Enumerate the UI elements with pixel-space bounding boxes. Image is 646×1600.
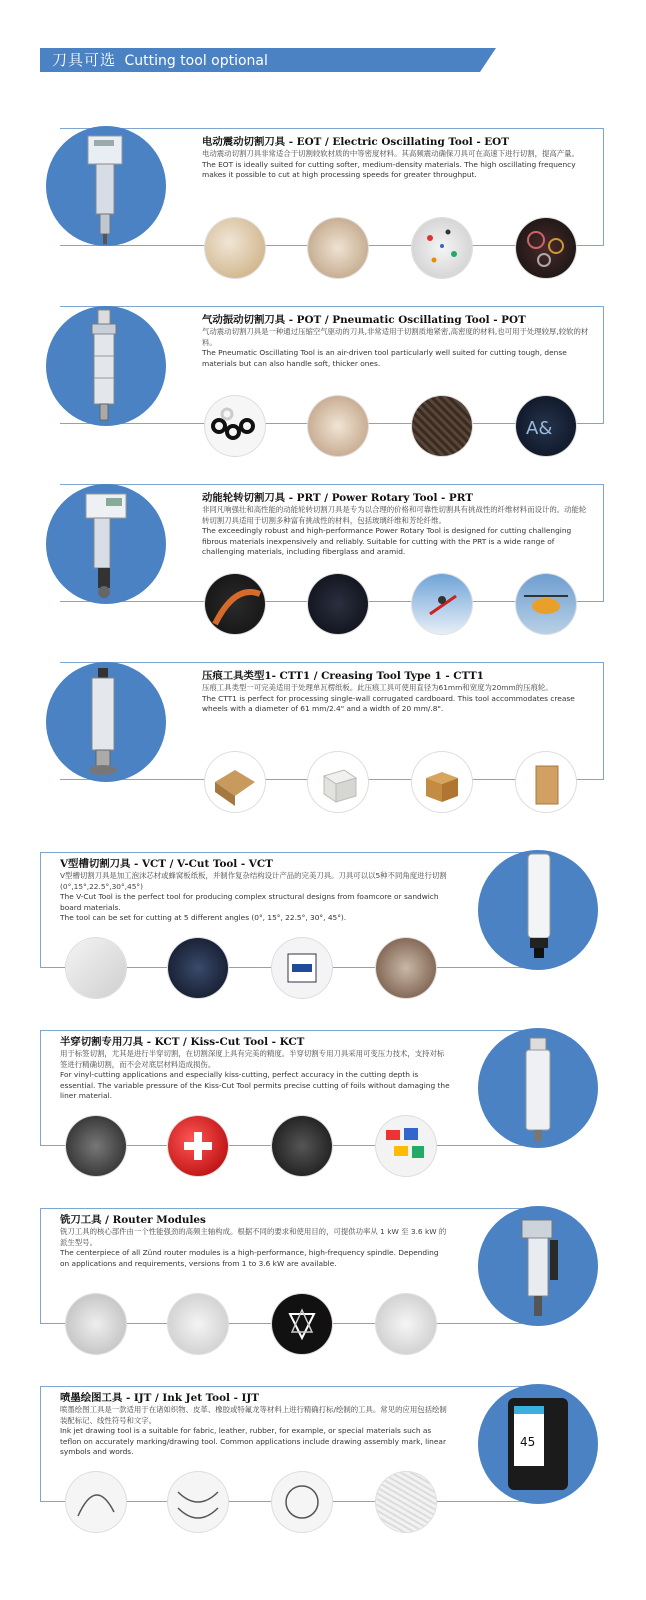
prt-thumb-1 xyxy=(205,574,265,634)
router-thumb-4 xyxy=(376,1294,436,1354)
router-thumb-2 xyxy=(168,1294,228,1354)
vct-title: V型槽切割刀具 - VCT / V-Cut Tool - VCT xyxy=(60,858,273,870)
kct-thumb-3 xyxy=(272,1116,332,1176)
vct-thumb-2 xyxy=(168,938,228,998)
vct-text xyxy=(60,858,450,924)
pot-description-en: The Pneumatic Oscillating Tool is an air-driven tool particularly well suited for cutting tough, dense materials but can also handle soft, thicker ones. xyxy=(202,348,567,368)
section-eot xyxy=(0,126,646,256)
eot-thumb-1 xyxy=(205,218,265,278)
section-kct xyxy=(0,1028,646,1158)
section-router xyxy=(0,1206,646,1336)
pot-thumb-3 xyxy=(412,396,472,456)
banner-title xyxy=(52,50,268,71)
section-prt xyxy=(0,484,646,614)
kct-thumb-4 xyxy=(376,1116,436,1176)
header-banner xyxy=(40,48,496,72)
pot-tool-icon xyxy=(46,306,166,426)
vct-description-cn: V型槽切割刀具是加工泡沫芯材或蜂窝板纸板，并制作复杂结构设计产品的完美刀具。刀具可以以5种不同角度进行切割(0°,15°,22.5°,30°,45°) xyxy=(60,871,447,891)
prt-thumb-4 xyxy=(516,574,576,634)
banner-title-en: Cutting tool optional xyxy=(124,53,268,69)
prt-tool-icon xyxy=(46,484,166,604)
prt-description-en: The exceedingly robust and high-performance Power Rotary Tool is designed for cutting challenging fibrous materials inexpensively and reliably. Suitable for cutting with the PRT is a wide range of challenging materials, including fiberglass and aramid. xyxy=(202,526,572,557)
section-vct xyxy=(0,850,646,980)
ctt1-tool-image xyxy=(46,662,166,782)
router-description-cn: 铣刀工具的核心部件由一个性能强劲的高频主轴构成。根据不同的要求和使用目的，可提供功率从 1 kW 至 3.6 kW 的派生型号。 xyxy=(60,1227,447,1247)
router-tool-image xyxy=(478,1206,598,1326)
ijt-description-en: Ink jet drawing tool is a suitable for fabric, leather, rubber, for example, or special materials such as teflon on accurately marking/drawing tool. Common applications include drawing assembly mark, linear symbols and words. xyxy=(60,1426,446,1457)
eot-description-cn: 电动震动切割刀具非常适合于切割较软材质的中等密度材料。其高频震动确保刀具可在高速下进行切割，提高产量。 xyxy=(202,149,579,158)
ctt1-tool-icon xyxy=(46,662,166,782)
cartridge-label: 45 xyxy=(520,1435,536,1449)
kct-text xyxy=(60,1036,450,1102)
prt-tool-image xyxy=(46,484,166,604)
vct-thumb-1 xyxy=(66,938,126,998)
kct-title: 半穿切割专用刀具 - KCT / Kiss-Cut Tool - KCT xyxy=(60,1036,305,1048)
section-ctt1 xyxy=(0,662,646,792)
eot-thumb-2 xyxy=(308,218,368,278)
prt-description-cn: 非同凡响强壮和高性能的动能轮转切割刀具是专为以合理的价格和可靠性切割具有挑战性的纤维材料而设计的。动能轮转切割刀具适用于切割多种富有挑战性的材料，包括玻璃纤维和芳纶纤维。 xyxy=(202,505,587,525)
section-ijt xyxy=(0,1384,646,1514)
vct-description-en: The V-Cut Tool is the perfect tool for producing complex structural designs from foamcore or sandwich board materials. xyxy=(60,892,439,912)
ijt-thumb-4 xyxy=(376,1472,436,1532)
pot-description-cn: 气动震动切割刀具是一种通过压缩空气驱动的刀具,非常适用于切割质地紧密,高密度的材料,也可用于处理较厚,较软的材料。 xyxy=(202,327,589,347)
pot-title: 气动振动切割刀具 - POT / Pneumatic Oscillating Tool - POT xyxy=(202,314,526,326)
ctt1-description-en: The CTT1 is perfect for processing single-wall corrugated cardboard. This tool accommodates crease wheels with a diameter of 61 mm/2.4" and a width of 20 mm/.8". xyxy=(202,693,575,714)
pot-thumb-4 xyxy=(516,396,576,456)
kct-description-en: For vinyl-cutting applications and especially kiss-cutting, perfect accuracy in the cutting depth is essential. The variable pressure of the Kiss-Cut Tool permits precise cutting of foils without damaging the liner material. xyxy=(60,1070,450,1101)
section-pot xyxy=(0,306,646,439)
router-thumb-1 xyxy=(66,1294,126,1354)
ijt-thumb-3 xyxy=(272,1472,332,1532)
pot-tool-image xyxy=(46,306,166,426)
eot-tool-icon xyxy=(46,126,166,246)
pot-text xyxy=(202,314,592,369)
router-tool-icon xyxy=(478,1206,598,1326)
eot-text xyxy=(202,136,592,181)
kct-description-cn: 用于标签切割，尤其是进行半穿切割，在切割深度上具有完美的精度。半穿切割专用刀具采用可变压力技术，支持对标签进行精确切割，而不会对底层材料造成损伤。 xyxy=(60,1049,445,1069)
pot-thumb-2 xyxy=(308,396,368,456)
eot-thumb-3 xyxy=(412,218,472,278)
eot-description-en: The EOT is ideally suited for cutting softer, medium-density materials. The high oscillating frequency makes it possible to cut at high processing speeds for greater throughput. xyxy=(202,159,576,180)
ijt-text xyxy=(60,1392,450,1458)
ctt1-thumb-3 xyxy=(412,752,472,812)
kct-thumb-2 xyxy=(168,1116,228,1176)
ctt1-thumb-2 xyxy=(308,752,368,812)
eot-tool-image xyxy=(46,126,166,246)
prt-text xyxy=(202,492,592,558)
kct-tool-image xyxy=(478,1028,598,1148)
router-description-en: The centerpiece of all Zünd router modules is a high-performance, high-frequency spindle. Depending on applications and requirements, versions from 1 to 3.6 kW are available. xyxy=(60,1248,439,1268)
prt-thumb-2 xyxy=(308,574,368,634)
ctt1-text xyxy=(202,670,592,715)
ijt-title: 喷墨绘图工具 - IJT / Ink Jet Tool - IJT xyxy=(60,1392,260,1404)
ijt-tool-image xyxy=(478,1384,598,1504)
kct-tool-icon xyxy=(478,1028,598,1148)
ijt-thumb-1 xyxy=(66,1472,126,1532)
vct-thumb-4 xyxy=(376,938,436,998)
svg-text:A&: A& xyxy=(526,418,553,439)
ijt-description-cn: 喷墨绘图工具是一款适用于在诸如织物、皮革、橡胶或特氟龙等材料上进行精确打标/绘制的工具。常见的应用包括绘制装配标记、线性符号和文字。 xyxy=(60,1405,447,1425)
eot-thumb-4 xyxy=(516,218,576,278)
vct-thumb-3 xyxy=(272,938,332,998)
ctt1-thumb-4 xyxy=(516,752,576,812)
router-title: 铣刀工具 / Router Modules xyxy=(60,1214,206,1226)
ijt-thumb-2 xyxy=(168,1472,228,1532)
vct-description-en-2: The tool can be set for cutting at 5 different angles (0°, 15°, 22.5°, 30°, 45°). xyxy=(60,913,347,923)
vct-tool-image xyxy=(478,850,598,970)
kct-thumb-1 xyxy=(66,1116,126,1176)
ctt1-thumb-1 xyxy=(205,752,265,812)
prt-title: 动能轮转切割刀具 - PRT / Power Rotary Tool - PRT xyxy=(202,492,473,504)
router-thumb-3 xyxy=(272,1294,332,1354)
pot-thumb-1 xyxy=(205,396,265,456)
ctt1-title: 压痕工具类型1- CTT1 / Creasing Tool Type 1 - CTT1 xyxy=(202,670,484,682)
banner-title-cn: 刀具可选 xyxy=(52,51,117,69)
eot-title: 电动震动切割刀具 - EOT / Electric Oscillating Tool - EOT xyxy=(202,136,509,148)
ijt-tool-icon xyxy=(478,1384,598,1504)
ctt1-description-cn: 压痕工具类型一可完美适用于处理单瓦楞纸板。此压痕工具可使用直径为61mm和宽度为20mm的压痕轮。 xyxy=(202,683,553,692)
vct-tool-icon xyxy=(478,850,598,970)
router-text xyxy=(60,1214,450,1269)
prt-thumb-3 xyxy=(412,574,472,634)
